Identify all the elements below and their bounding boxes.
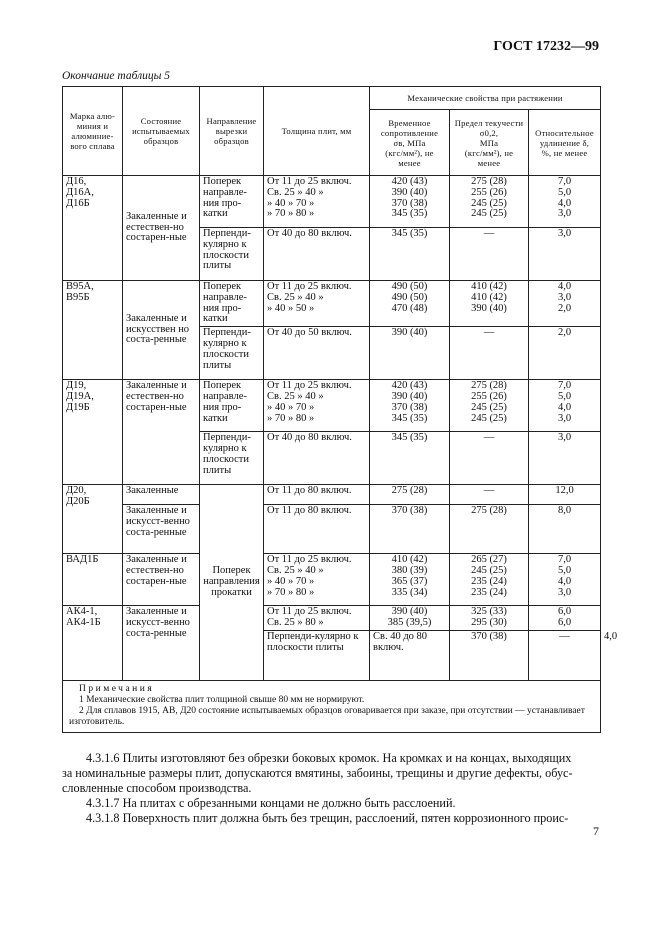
alloy-cell: АК4-1, АК4-1Б <box>63 606 123 681</box>
elongation-cell: 7,0 5,0 4,0 3,0 <box>529 380 601 432</box>
yield-cell: 265 (27) 245 (25) 235 (24) 235 (24) <box>450 554 529 606</box>
tensile-cell: 370 (38) <box>370 505 450 554</box>
yield-cell: 275 (28) 255 (26) 245 (25) 245 (25) <box>450 176 529 228</box>
head-yield: Предел текучести σ0,2, МПа (кгс/мм²), не менее <box>450 110 529 176</box>
direction-cell: Перпенди-кулярно к плоскости плиты <box>200 327 264 380</box>
elongation-cell: 8,0 <box>529 505 601 554</box>
alloy-cell: В95А, В95Б <box>63 281 123 380</box>
head-mech: Механические свойства при растяжении <box>370 87 601 110</box>
paragraph-4-3-1-8: 4.3.1.8 Поверхность плит должна быть без трещин, расслоений, пятен коррозионного проис- <box>86 811 569 825</box>
note-2: 2 Для сплавов 1915, АВ, Д20 состояние испытываемых образцов оговаривается при заказе, при отсутствии — устанавливает изготовитель. <box>69 705 585 727</box>
state-cell: Закаленные и искусст-венно соста-ренные <box>123 606 200 681</box>
yield-cell: — <box>450 327 529 380</box>
thickness-cell: Св. 40 до 80 включ. <box>370 630 450 680</box>
notes-title: Примечания <box>79 683 155 694</box>
note-1: 1 Механические свойства плит толщиной свыше 80 мм не нормируют. <box>79 694 365 705</box>
elongation-cell: 7,0 5,0 4,0 3,0 <box>529 554 601 606</box>
properties-table: Марка алю-миния и алюминие-вого сплава Состояние испытываемых образцов Направление вырезки образцов Толщина плит, мм Механические свойства при растяжении Временное сопротивление σв, МПа (кгс/мм²), не менее Предел текучести σ0,2, МПа (кгс/мм²), не менее Относительное удлинение δ, %, не менее Д16, Д16А, Д16Б Закаленные и естествен-но состарен-ные Поперек направле-ния про-катки От 11 до 25 включ. Св. 25 » 40 » » 40 » 70 » » 70 » 80 » 420 (43) 390 (40) 370 (38) 345 (35) 275 (28) 255 (26) 245 (25) 245 (25) 7,0 5,0 4,0 3,0 Перпенди-кулярно к плоскости плиты От 40 до 80 включ. 345 (35) — 3,0 В95А, В95Б Закаленные и искусствен но соста-ренные Поперек направле-ния про-катки От 11 до 25 включ. Св. 25 » 40 » » 40 » 50 » 490 (50) 490 (50) 470 (48) 410 (42) 410 (42) 390 (40) 4,0 3,0 2,0 Перпенди-кулярно к плоскости плиты От 40 до 50 включ. 390 (40) — 2,0 Д19, Д19А, Д19Б Закаленные и естествен-но состарен-ные Поперек направле-ния про-катки От 11 до 25 включ. Св. 25 » 40 » » 40 » 70 » » 70 » 80 » 420 (43) 390 (40) 370 (38) 345 (35) 275 (28) 255 (26) 245 (25) 245 (25) 7,0 5,0 4,0 3,0 Перпенди-кулярно к плоскости плиты От 40 до 80 включ. 345 (35) — 3,0 Д20, Д20Б Закаленные Поперек направления прокатки От 11 до 80 включ. 275 (28) — 12,0 Закаленные и искусст-венно соста-ренные От 11 до 80 включ. 370 (38) 275 (28) 8,0 ВАД1Б Закаленные и естествен-но состарен-ные От 11 до 25 включ. Св. 25 » 40 » » 40 » 70 » » 70 » 80 » 410 (42) 380 (39) 365 (37) 335 (34) 265 (27) 245 (25) 235 (24) 235 (24) 7,0 5,0 4,0 3,0 АК4-1, АК4-1Б Закаленные и искусст-венно соста-ренные От 11 до 25 включ. Св. 25 » 80 » 390 (40) 385 (39,5) 325 (33) 295 (30) 6,0 6,0 Перпенди-кулярно к плоскости плиты Св. 40 до 80 включ. 370 (38) — 4,0 Примечания 1 Механические свойства плит толщиной свыше 80 мм не нормируют. 2 Для сплавов 1915, АВ, Д20 состояние испытываемых образцов оговаривается при заказе, при отсутствии — устанавливает изготовитель. <box>62 86 601 733</box>
direction-cell: Перпенди-кулярно к плоскости плиты <box>200 228 264 281</box>
table-notes <box>63 680 601 732</box>
alloy-cell: Д16, Д16А, Д16Б <box>63 176 123 281</box>
direction-cell: Поперек направле-ния про-катки <box>200 176 264 228</box>
yield-cell: — <box>450 485 529 505</box>
elongation-cell: 3,0 <box>529 432 601 485</box>
page-number: 7 <box>593 824 599 838</box>
yield-cell: — <box>450 432 529 485</box>
yield-cell: — <box>450 228 529 281</box>
state-cell: Закаленные и искусст-венно соста-ренные <box>123 505 200 554</box>
thickness-cell: От 40 до 80 включ. <box>264 432 370 485</box>
table-caption: Окончание таблицы 5 <box>62 70 170 82</box>
yield-cell: — <box>529 630 601 680</box>
direction-cell: Перпенди-кулярно к плоскости плиты <box>264 630 370 680</box>
yield-cell: 325 (33) 295 (30) <box>450 606 529 631</box>
thickness-cell: От 11 до 80 включ. <box>264 505 370 554</box>
tensile-cell: 275 (28) <box>370 485 450 505</box>
tensile-cell: 345 (35) <box>370 432 450 485</box>
state-cell: Закаленные и естествен-но состарен-ные <box>123 176 200 281</box>
alloy-cell: Д19, Д19А, Д19Б <box>63 380 123 485</box>
head-tensile: Временное сопротивление σв, МПа (кгс/мм²), не менее <box>370 110 450 176</box>
head-state: Состояние испытываемых образцов <box>123 87 200 176</box>
direction-cell: Поперек направле-ния про-катки <box>200 380 264 432</box>
yield-cell: 410 (42) 410 (42) 390 (40) <box>450 281 529 327</box>
direction-cell: Перпенди-кулярно к плоскости плиты <box>200 432 264 485</box>
tensile-cell: 390 (40) 385 (39,5) <box>370 606 450 631</box>
thickness-cell: От 40 до 50 включ. <box>264 327 370 380</box>
thickness-cell: От 40 до 80 включ. <box>264 228 370 281</box>
yield-cell: 275 (28) 255 (26) 245 (25) 245 (25) <box>450 380 529 432</box>
elongation-cell: 7,0 5,0 4,0 3,0 <box>529 176 601 228</box>
elongation-cell: 4,0 3,0 2,0 <box>529 281 601 327</box>
direction-cell-merged: Поперек направления прокатки <box>200 485 264 681</box>
head-alloy: Марка алю-миния и алюминие-вого сплава <box>63 87 123 176</box>
thickness-cell: От 11 до 25 включ. Св. 25 » 40 » » 40 » 50 » <box>264 281 370 327</box>
elongation-cell: 3,0 <box>529 228 601 281</box>
standard-header: ГОСТ 17232—99 <box>493 39 599 54</box>
tensile-cell: 370 (38) <box>450 630 529 680</box>
tensile-cell: 490 (50) 490 (50) 470 (48) <box>370 281 450 327</box>
paragraph-4-3-1-6: 4.3.1.6 Плиты изготовляют без обрезки боковых кромок. На кромках и на концах, выходящих за номинальные размеры плит, допускаются вмятины, забоины, трещины и другие дефекты, обус- словленные способом производства. <box>62 751 573 796</box>
head-thickness: Толщина плит, мм <box>264 87 370 176</box>
head-direction: Направление вырезки образцов <box>200 87 264 176</box>
yield-cell: 275 (28) <box>450 505 529 554</box>
elongation-cell: 6,0 6,0 <box>529 606 601 631</box>
thickness-cell: От 11 до 25 включ. Св. 25 » 40 » » 40 » 70 » » 70 » 80 » <box>264 176 370 228</box>
paragraph-4-3-1-7: 4.3.1.7 На плитах с обрезанными концами не должно быть расслоений. <box>86 796 456 810</box>
alloy-cell: Д20, Д20Б <box>63 485 123 554</box>
elongation-cell: 12,0 <box>529 485 601 505</box>
state-cell: Закаленные и искусствен но соста-ренные <box>123 281 200 380</box>
thickness-cell: От 11 до 25 включ. Св. 25 » 40 » » 40 » 70 » » 70 » 80 » <box>264 554 370 606</box>
state-cell: Закаленные и естествен-но состарен-ные <box>123 554 200 606</box>
tensile-cell: 410 (42) 380 (39) 365 (37) 335 (34) <box>370 554 450 606</box>
state-cell: Закаленные и естествен-но состарен-ные <box>123 380 200 485</box>
tensile-cell: 420 (43) 390 (40) 370 (38) 345 (35) <box>370 176 450 228</box>
thickness-cell: От 11 до 25 включ. Св. 25 » 40 » » 40 » 70 » » 70 » 80 » <box>264 380 370 432</box>
direction-cell: Поперек направле-ния про-катки <box>200 281 264 327</box>
tensile-cell: 420 (43) 390 (40) 370 (38) 345 (35) <box>370 380 450 432</box>
alloy-cell: ВАД1Б <box>63 554 123 606</box>
tensile-cell: 390 (40) <box>370 327 450 380</box>
elongation-cell: 2,0 <box>529 327 601 380</box>
state-cell: Закаленные <box>123 485 200 505</box>
thickness-cell: От 11 до 80 включ. <box>264 485 370 505</box>
head-elongation: Относительное удлинение δ, %, не менее <box>529 110 601 176</box>
tensile-cell: 345 (35) <box>370 228 450 281</box>
thickness-cell: От 11 до 25 включ. Св. 25 » 80 » <box>264 606 370 631</box>
